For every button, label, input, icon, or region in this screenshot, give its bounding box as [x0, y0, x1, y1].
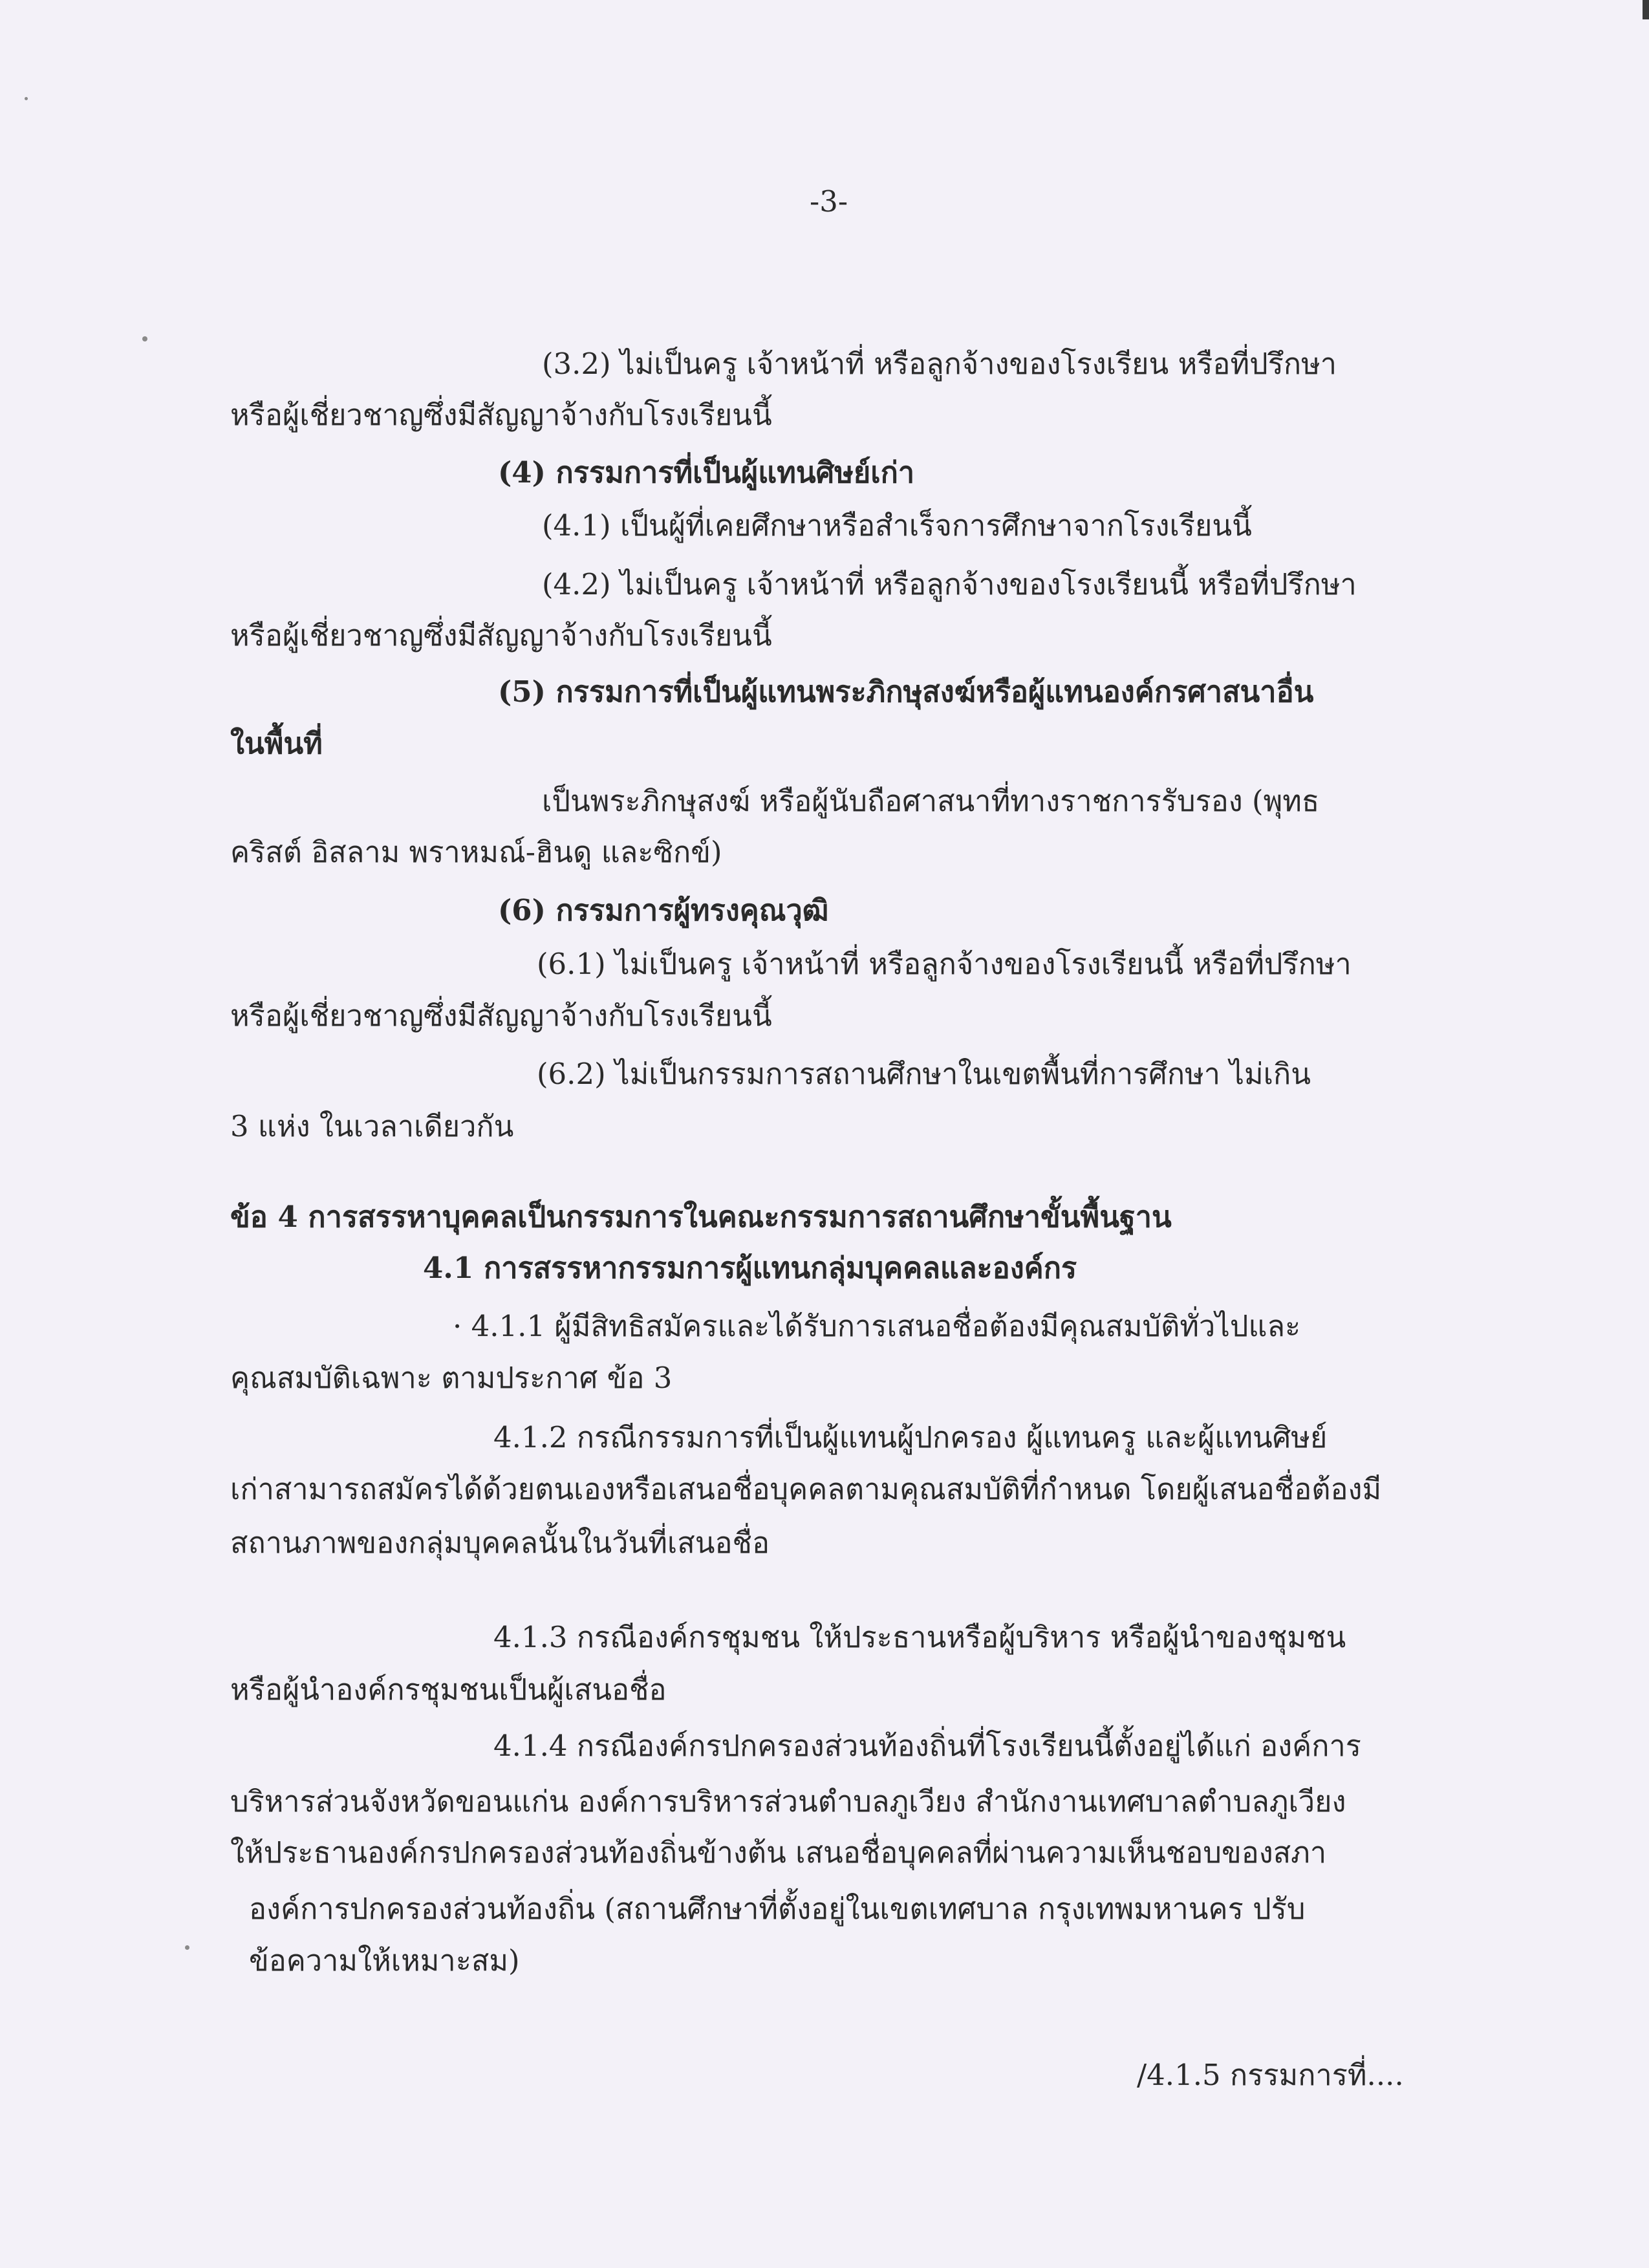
clause-4-1-1-line-1: · 4.1.1 ผู้มีสิทธิสมัครและได้รับการเสนอชื่อต้องมีคุณสมบัติทั่วไปและ [453, 1309, 1301, 1343]
clause-4-1-4-line-5: ข้อความให้เหมาะสม) [249, 1943, 520, 1978]
clause-6-2-line-2: 3 แห่ง ในเวลาเดียวกัน [230, 1109, 514, 1143]
section-4-heading: ข้อ 4 การสรรหาบุคคลเป็นกรรมการในคณะกรรมการสถานศึกษาขั้นพื้นฐาน [230, 1200, 1172, 1234]
clause-4-1-3-line-1: 4.1.3 กรณีองค์กรชุมชน ให้ประธานหรือผู้บริหาร หรือผู้นำของชุมชน [493, 1620, 1346, 1654]
clause-4-1: (4.1) เป็นผู้ที่เคยศึกษาหรือสำเร็จการศึกษาจากโรงเรียนนี้ [542, 508, 1252, 543]
clause-3-2-line-2: หรือผู้เชี่ยวชาญซึ่งมีสัญญาจ้างกับโรงเรียนนี้ [230, 398, 772, 432]
footer-continuation: /4.1.5 กรรมการที่.... [1137, 2058, 1404, 2092]
scan-speck [185, 1945, 189, 1950]
heading-4-alumni-representative: (4) กรรมการที่เป็นผู้แทนศิษย์เก่า [498, 455, 915, 490]
clause-4-1-1-line-2: คุณสมบัติเฉพาะ ตามประกาศ ข้อ 3 [230, 1361, 673, 1395]
clause-6-1-line-2: หรือผู้เชี่ยวชาญซึ่งมีสัญญาจ้างกับโรงเรียนนี้ [230, 999, 772, 1033]
clause-4-1-4-line-1: 4.1.4 กรณีองค์กรปกครองส่วนท้องถิ่นที่โรงเรียนนี้ตั้งอยู่ได้แก่ องค์การ [493, 1729, 1361, 1763]
clause-6-2-line-1: (6.2) ไม่เป็นกรรมการสถานศึกษาในเขตพื้นที่การศึกษา ไม่เกิน [537, 1057, 1311, 1091]
clause-4-2-line-1: (4.2) ไม่เป็นครู เจ้าหน้าที่ หรือลูกจ้างของโรงเรียนนี้ หรือที่ปรึกษา [542, 567, 1357, 601]
clause-4-1-4-line-4: องค์การปกครองส่วนท้องถิ่น (สถานศึกษาที่ตั้งอยู่ในเขตเทศบาล กรุงเทพมหานคร ปรับ [249, 1892, 1306, 1926]
heading-5-religious-representative-line-2: ในพื้นที่ [230, 726, 323, 761]
clause-5-line-2: คริสต์ อิสลาม พราหมณ์-ฮินดู และซิกข์) [230, 835, 722, 869]
clause-5-line-1: เป็นพระภิกษุสงฆ์ หรือผู้นับถือศาสนาที่ทางราชการรับรอง (พุทธ [542, 784, 1320, 818]
page-number: -3- [810, 184, 848, 219]
page-edge-shadow [1643, 0, 1649, 19]
clause-4-1-2-line-1: 4.1.2 กรณีกรรมการที่เป็นผู้แทนผู้ปกครอง ผู้แทนครู และผู้แทนศิษย์ [493, 1420, 1328, 1454]
clause-4-2-line-2: หรือผู้เชี่ยวชาญซึ่งมีสัญญาจ้างกับโรงเรียนนี้ [230, 618, 772, 653]
heading-6-qualified-member: (6) กรรมการผู้ทรงคุณวุฒิ [498, 893, 829, 927]
clause-4-1-3-line-2: หรือผู้นำองค์กรชุมชนเป็นผู้เสนอชื่อ [230, 1672, 667, 1707]
scan-speck [25, 97, 28, 100]
scan-speck [142, 336, 147, 341]
heading-5-religious-representative-line-1: (5) กรรมการที่เป็นผู้แทนพระภิกษุสงฆ์หรือผู้แทนองค์กรศาสนาอื่น [498, 675, 1314, 709]
clause-4-1-2-line-2: เก่าสามารถสมัครได้ด้วยตนเองหรือเสนอชื่อบุคคลตามคุณสมบัติที่กำหนด โดยผู้เสนอชื่อต้องมี [230, 1472, 1382, 1506]
clause-6-1-line-1: (6.1) ไม่เป็นครู เจ้าหน้าที่ หรือลูกจ้างของโรงเรียนนี้ หรือที่ปรึกษา [537, 947, 1352, 981]
clause-4-1-4-line-2: บริหารส่วนจังหวัดขอนแก่น องค์การบริหารส่วนตำบลภูเวียง สำนักงานเทศบาลตำบลภูเวียง [230, 1784, 1346, 1819]
clause-3-2-line-1: (3.2) ไม่เป็นครู เจ้าหน้าที่ หรือลูกจ้างของโรงเรียน หรือที่ปรึกษา [542, 347, 1337, 381]
clause-4-1-4-line-3: ให้ประธานองค์กรปกครองส่วนท้องถิ่นข้างต้น เสนอชื่อบุคคลที่ผ่านความเห็นชอบของสภา [230, 1835, 1327, 1870]
clause-4-1-2-line-3: สถานภาพของกลุ่มบุคคลนั้นในวันที่เสนอชื่อ [230, 1526, 770, 1560]
subsection-4-1-heading: 4.1 การสรรหากรรมการผู้แทนกลุ่มบุคคลและองค์กร [423, 1251, 1077, 1285]
